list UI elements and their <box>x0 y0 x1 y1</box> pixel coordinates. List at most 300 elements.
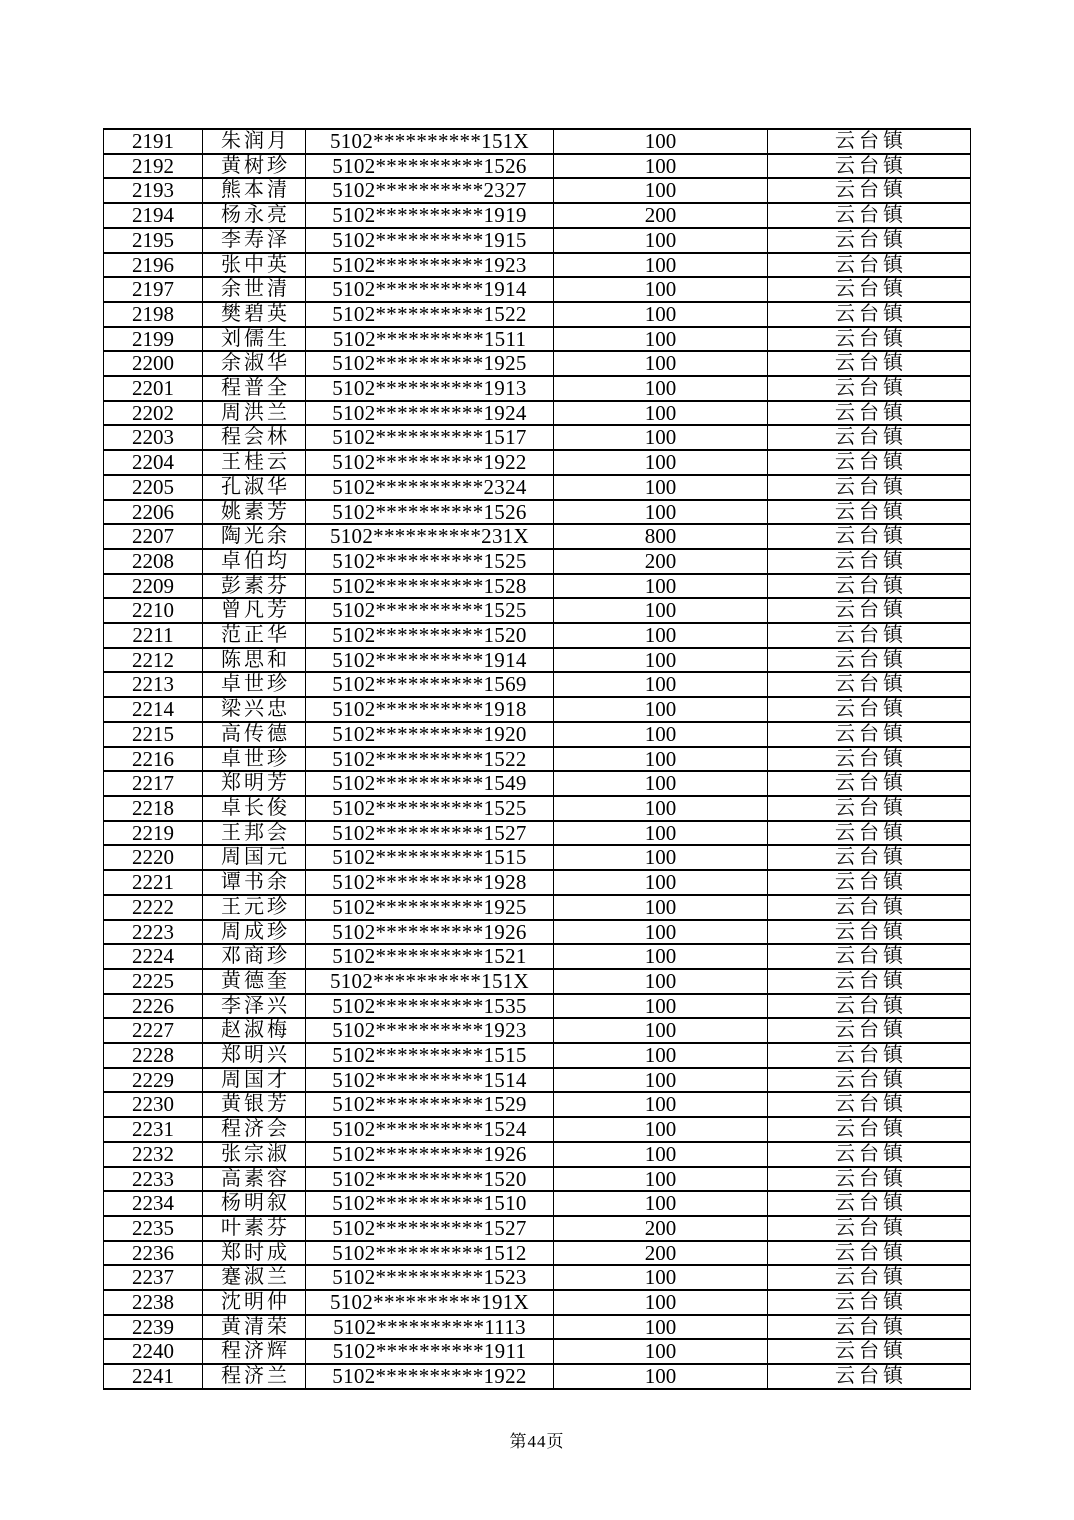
row-number-cell: 2237 <box>104 1265 203 1290</box>
row-number-cell: 2234 <box>104 1191 203 1216</box>
name-cell: 周国才 <box>203 1068 306 1093</box>
table-row <box>104 1142 971 1167</box>
amount-cell: 100 <box>554 500 768 525</box>
amount-cell: 100 <box>554 574 768 599</box>
row-number-cell: 2193 <box>104 178 203 203</box>
town-cell: 云台镇 <box>768 944 971 969</box>
table-row <box>104 1167 971 1192</box>
table-row <box>104 1265 971 1290</box>
amount-cell: 100 <box>554 821 768 846</box>
row-number-cell: 2224 <box>104 944 203 969</box>
id-cell: 5102**********1515 <box>306 845 554 870</box>
row-number-cell: 2198 <box>104 302 203 327</box>
town-cell: 云台镇 <box>768 253 971 278</box>
table-row <box>104 129 971 154</box>
town-cell: 云台镇 <box>768 623 971 648</box>
row-number-cell: 2219 <box>104 821 203 846</box>
row-number-cell: 2205 <box>104 475 203 500</box>
row-number-cell: 2232 <box>104 1142 203 1167</box>
row-number-cell: 2196 <box>104 253 203 278</box>
id-cell: 5102**********2327 <box>306 178 554 203</box>
town-cell: 云台镇 <box>768 672 971 697</box>
table-row <box>104 920 971 945</box>
amount-cell: 100 <box>554 1092 768 1117</box>
id-cell: 5102**********151X <box>306 969 554 994</box>
table-row <box>104 277 971 302</box>
town-cell: 云台镇 <box>768 771 971 796</box>
name-cell: 程会林 <box>203 425 306 450</box>
amount-cell: 100 <box>554 1315 768 1340</box>
table-row <box>104 1290 971 1315</box>
name-cell: 熊本清 <box>203 178 306 203</box>
page-number: 第44页 <box>509 1432 565 1451</box>
row-number-cell: 2197 <box>104 277 203 302</box>
id-cell: 5102**********1514 <box>306 1068 554 1093</box>
table-row <box>104 253 971 278</box>
name-cell: 郑明芳 <box>203 771 306 796</box>
town-cell: 云台镇 <box>768 969 971 994</box>
amount-cell: 100 <box>554 154 768 179</box>
amount-cell: 100 <box>554 327 768 352</box>
town-cell: 云台镇 <box>768 920 971 945</box>
row-number-cell: 2229 <box>104 1068 203 1093</box>
amount-cell: 100 <box>554 1117 768 1142</box>
name-cell: 赵淑梅 <box>203 1018 306 1043</box>
row-number-cell: 2210 <box>104 598 203 623</box>
table-row <box>104 1117 971 1142</box>
amount-cell: 100 <box>554 1339 768 1364</box>
town-cell: 云台镇 <box>768 1117 971 1142</box>
amount-cell: 100 <box>554 1018 768 1043</box>
row-number-cell: 2222 <box>104 895 203 920</box>
town-cell: 云台镇 <box>768 1043 971 1068</box>
table-row <box>104 327 971 352</box>
row-number-cell: 2194 <box>104 203 203 228</box>
id-cell: 5102**********1522 <box>306 747 554 772</box>
table-row <box>104 450 971 475</box>
name-cell: 黄树珍 <box>203 154 306 179</box>
id-cell: 5102**********1510 <box>306 1191 554 1216</box>
town-cell: 云台镇 <box>768 1092 971 1117</box>
amount-cell: 100 <box>554 920 768 945</box>
table-row <box>104 154 971 179</box>
table-row <box>104 401 971 426</box>
town-cell: 云台镇 <box>768 1241 971 1266</box>
name-cell: 范正华 <box>203 623 306 648</box>
amount-cell: 100 <box>554 1142 768 1167</box>
id-cell: 5102**********1914 <box>306 277 554 302</box>
name-cell: 杨明叙 <box>203 1191 306 1216</box>
row-number-cell: 2240 <box>104 1339 203 1364</box>
name-cell: 周洪兰 <box>203 401 306 426</box>
amount-cell: 100 <box>554 1265 768 1290</box>
town-cell: 云台镇 <box>768 722 971 747</box>
id-cell: 5102**********1515 <box>306 1043 554 1068</box>
table-row <box>104 747 971 772</box>
id-cell: 5102**********1922 <box>306 1364 554 1389</box>
town-cell: 云台镇 <box>768 1265 971 1290</box>
table-row <box>104 203 971 228</box>
name-cell: 李泽兴 <box>203 994 306 1019</box>
name-cell: 黄德奎 <box>203 969 306 994</box>
name-cell: 邓商珍 <box>203 944 306 969</box>
id-cell: 5102**********1520 <box>306 1167 554 1192</box>
amount-cell: 100 <box>554 870 768 895</box>
town-cell: 云台镇 <box>768 203 971 228</box>
amount-cell: 100 <box>554 129 768 154</box>
town-cell: 云台镇 <box>768 1068 971 1093</box>
name-cell: 樊碧英 <box>203 302 306 327</box>
name-cell: 陈思和 <box>203 648 306 673</box>
town-cell: 云台镇 <box>768 524 971 549</box>
town-cell: 云台镇 <box>768 228 971 253</box>
id-cell: 5102**********191X <box>306 1290 554 1315</box>
table-row <box>104 598 971 623</box>
row-number-cell: 2208 <box>104 549 203 574</box>
table-row <box>104 1364 971 1389</box>
table-row <box>104 895 971 920</box>
id-cell: 5102**********1528 <box>306 574 554 599</box>
id-cell: 5102**********1527 <box>306 1216 554 1241</box>
id-cell: 5102**********1520 <box>306 623 554 648</box>
amount-cell: 100 <box>554 401 768 426</box>
name-cell: 叶素芬 <box>203 1216 306 1241</box>
amount-cell: 100 <box>554 845 768 870</box>
table-row <box>104 376 971 401</box>
table-row <box>104 1216 971 1241</box>
name-cell: 高素容 <box>203 1167 306 1192</box>
amount-cell: 100 <box>554 1290 768 1315</box>
amount-cell: 100 <box>554 228 768 253</box>
amount-cell: 100 <box>554 796 768 821</box>
row-number-cell: 2223 <box>104 920 203 945</box>
row-number-cell: 2216 <box>104 747 203 772</box>
row-number-cell: 2230 <box>104 1092 203 1117</box>
id-cell: 5102**********1525 <box>306 549 554 574</box>
amount-cell: 100 <box>554 697 768 722</box>
name-cell: 刘儒生 <box>203 327 306 352</box>
id-cell: 5102**********231X <box>306 524 554 549</box>
id-cell: 5102**********1522 <box>306 302 554 327</box>
amount-cell: 100 <box>554 994 768 1019</box>
table-row <box>104 1092 971 1117</box>
amount-cell: 100 <box>554 425 768 450</box>
id-cell: 5102**********1569 <box>306 672 554 697</box>
id-cell: 5102**********2324 <box>306 475 554 500</box>
row-number-cell: 2209 <box>104 574 203 599</box>
row-number-cell: 2241 <box>104 1364 203 1389</box>
table-row <box>104 302 971 327</box>
town-cell: 云台镇 <box>768 1142 971 1167</box>
id-cell: 5102**********1923 <box>306 253 554 278</box>
name-cell: 高传德 <box>203 722 306 747</box>
table-row <box>104 944 971 969</box>
row-number-cell: 2221 <box>104 870 203 895</box>
id-cell: 5102**********1527 <box>306 821 554 846</box>
table-row <box>104 228 971 253</box>
table-row <box>104 1068 971 1093</box>
row-number-cell: 2204 <box>104 450 203 475</box>
row-number-cell: 2217 <box>104 771 203 796</box>
row-number-cell: 2203 <box>104 425 203 450</box>
town-cell: 云台镇 <box>768 351 971 376</box>
id-cell: 5102**********1517 <box>306 425 554 450</box>
name-cell: 程济兰 <box>203 1364 306 1389</box>
amount-cell: 100 <box>554 623 768 648</box>
name-cell: 王元珍 <box>203 895 306 920</box>
name-cell: 张中英 <box>203 253 306 278</box>
town-cell: 云台镇 <box>768 747 971 772</box>
name-cell: 沈明仲 <box>203 1290 306 1315</box>
id-cell: 5102**********1926 <box>306 1142 554 1167</box>
name-cell: 孔淑华 <box>203 475 306 500</box>
amount-cell: 200 <box>554 1216 768 1241</box>
amount-cell: 100 <box>554 598 768 623</box>
name-cell: 张宗淑 <box>203 1142 306 1167</box>
id-cell: 5102**********1525 <box>306 796 554 821</box>
row-number-cell: 2239 <box>104 1315 203 1340</box>
row-number-cell: 2226 <box>104 994 203 1019</box>
row-number-cell: 2202 <box>104 401 203 426</box>
id-cell: 5102**********1529 <box>306 1092 554 1117</box>
table-row <box>104 178 971 203</box>
name-cell: 王邦会 <box>203 821 306 846</box>
id-cell: 5102**********1918 <box>306 697 554 722</box>
town-cell: 云台镇 <box>768 154 971 179</box>
row-number-cell: 2199 <box>104 327 203 352</box>
name-cell: 卓世珍 <box>203 672 306 697</box>
name-cell: 李寿泽 <box>203 228 306 253</box>
amount-cell: 100 <box>554 969 768 994</box>
amount-cell: 100 <box>554 672 768 697</box>
id-cell: 5102**********1914 <box>306 648 554 673</box>
table-row <box>104 623 971 648</box>
name-cell: 郑时成 <box>203 1241 306 1266</box>
amount-cell: 100 <box>554 1191 768 1216</box>
town-cell: 云台镇 <box>768 401 971 426</box>
amount-cell: 100 <box>554 351 768 376</box>
town-cell: 云台镇 <box>768 870 971 895</box>
amount-cell: 100 <box>554 475 768 500</box>
name-cell: 程济辉 <box>203 1339 306 1364</box>
town-cell: 云台镇 <box>768 302 971 327</box>
town-cell: 云台镇 <box>768 598 971 623</box>
amount-cell: 200 <box>554 1241 768 1266</box>
town-cell: 云台镇 <box>768 129 971 154</box>
amount-cell: 100 <box>554 376 768 401</box>
table-row <box>104 697 971 722</box>
name-cell: 姚素芳 <box>203 500 306 525</box>
name-cell: 曾凡芳 <box>203 598 306 623</box>
name-cell: 周国元 <box>203 845 306 870</box>
row-number-cell: 2218 <box>104 796 203 821</box>
row-number-cell: 2211 <box>104 623 203 648</box>
table-row <box>104 969 971 994</box>
id-cell: 5102**********151X <box>306 129 554 154</box>
id-cell: 5102**********1535 <box>306 994 554 1019</box>
town-cell: 云台镇 <box>768 1290 971 1315</box>
table-row <box>104 1315 971 1340</box>
town-cell: 云台镇 <box>768 327 971 352</box>
town-cell: 云台镇 <box>768 574 971 599</box>
id-cell: 5102**********1926 <box>306 920 554 945</box>
amount-cell: 100 <box>554 1364 768 1389</box>
row-number-cell: 2207 <box>104 524 203 549</box>
amount-cell: 200 <box>554 203 768 228</box>
row-number-cell: 2214 <box>104 697 203 722</box>
row-number-cell: 2233 <box>104 1167 203 1192</box>
town-cell: 云台镇 <box>768 1167 971 1192</box>
row-number-cell: 2227 <box>104 1018 203 1043</box>
amount-cell: 100 <box>554 450 768 475</box>
amount-cell: 200 <box>554 549 768 574</box>
table-row <box>104 425 971 450</box>
table-row <box>104 722 971 747</box>
town-cell: 云台镇 <box>768 1364 971 1389</box>
row-number-cell: 2206 <box>104 500 203 525</box>
table-row <box>104 549 971 574</box>
amount-cell: 100 <box>554 1068 768 1093</box>
id-cell: 5102**********1915 <box>306 228 554 253</box>
table-row <box>104 870 971 895</box>
table-row <box>104 821 971 846</box>
row-number-cell: 2225 <box>104 969 203 994</box>
town-cell: 云台镇 <box>768 376 971 401</box>
row-number-cell: 2212 <box>104 648 203 673</box>
amount-cell: 100 <box>554 722 768 747</box>
name-cell: 卓伯均 <box>203 549 306 574</box>
row-number-cell: 2191 <box>104 129 203 154</box>
row-number-cell: 2192 <box>104 154 203 179</box>
name-cell: 卓长俊 <box>203 796 306 821</box>
row-number-cell: 2213 <box>104 672 203 697</box>
amount-cell: 100 <box>554 771 768 796</box>
id-cell: 5102**********1512 <box>306 1241 554 1266</box>
table-row <box>104 1018 971 1043</box>
town-cell: 云台镇 <box>768 697 971 722</box>
name-cell: 陶光余 <box>203 524 306 549</box>
town-cell: 云台镇 <box>768 1315 971 1340</box>
town-cell: 云台镇 <box>768 1018 971 1043</box>
town-cell: 云台镇 <box>768 500 971 525</box>
table-row <box>104 771 971 796</box>
id-cell: 5102**********1526 <box>306 500 554 525</box>
amount-cell: 100 <box>554 895 768 920</box>
amount-cell: 800 <box>554 524 768 549</box>
name-cell: 程普全 <box>203 376 306 401</box>
id-cell: 5102**********1525 <box>306 598 554 623</box>
id-cell: 5102**********1924 <box>306 401 554 426</box>
amount-cell: 100 <box>554 253 768 278</box>
row-number-cell: 2200 <box>104 351 203 376</box>
table-row <box>104 1241 971 1266</box>
town-cell: 云台镇 <box>768 178 971 203</box>
table-row <box>104 1191 971 1216</box>
amount-cell: 100 <box>554 1043 768 1068</box>
table-row <box>104 845 971 870</box>
id-cell: 5102**********1913 <box>306 376 554 401</box>
row-number-cell: 2220 <box>104 845 203 870</box>
name-cell: 余淑华 <box>203 351 306 376</box>
id-cell: 5102**********1925 <box>306 895 554 920</box>
amount-cell: 100 <box>554 1167 768 1192</box>
table-row <box>104 648 971 673</box>
id-cell: 5102**********1526 <box>306 154 554 179</box>
amount-cell: 100 <box>554 302 768 327</box>
town-cell: 云台镇 <box>768 821 971 846</box>
row-number-cell: 2235 <box>104 1216 203 1241</box>
id-cell: 5102**********1113 <box>306 1315 554 1340</box>
roster-body <box>104 129 971 1389</box>
amount-cell: 100 <box>554 277 768 302</box>
name-cell: 谭书余 <box>203 870 306 895</box>
table-row <box>104 672 971 697</box>
id-cell: 5102**********1923 <box>306 1018 554 1043</box>
row-number-cell: 2201 <box>104 376 203 401</box>
name-cell: 王桂云 <box>203 450 306 475</box>
row-number-cell: 2236 <box>104 1241 203 1266</box>
table-row <box>104 574 971 599</box>
row-number-cell: 2195 <box>104 228 203 253</box>
table-row <box>104 1339 971 1364</box>
id-cell: 5102**********1523 <box>306 1265 554 1290</box>
town-cell: 云台镇 <box>768 796 971 821</box>
town-cell: 云台镇 <box>768 994 971 1019</box>
table-row <box>104 351 971 376</box>
table-row <box>104 500 971 525</box>
town-cell: 云台镇 <box>768 845 971 870</box>
id-cell: 5102**********1922 <box>306 450 554 475</box>
town-cell: 云台镇 <box>768 277 971 302</box>
name-cell: 蹇淑兰 <box>203 1265 306 1290</box>
town-cell: 云台镇 <box>768 475 971 500</box>
id-cell: 5102**********1925 <box>306 351 554 376</box>
town-cell: 云台镇 <box>768 1339 971 1364</box>
id-cell: 5102**********1920 <box>306 722 554 747</box>
town-cell: 云台镇 <box>768 895 971 920</box>
town-cell: 云台镇 <box>768 648 971 673</box>
name-cell: 黄清荣 <box>203 1315 306 1340</box>
town-cell: 云台镇 <box>768 450 971 475</box>
town-cell: 云台镇 <box>768 1216 971 1241</box>
town-cell: 云台镇 <box>768 1191 971 1216</box>
amount-cell: 100 <box>554 178 768 203</box>
town-cell: 云台镇 <box>768 549 971 574</box>
name-cell: 余世清 <box>203 277 306 302</box>
town-cell: 云台镇 <box>768 425 971 450</box>
id-cell: 5102**********1524 <box>306 1117 554 1142</box>
id-cell: 5102**********1919 <box>306 203 554 228</box>
id-cell: 5102**********1511 <box>306 327 554 352</box>
id-cell: 5102**********1928 <box>306 870 554 895</box>
name-cell: 周成珍 <box>203 920 306 945</box>
name-cell: 黄银芳 <box>203 1092 306 1117</box>
name-cell: 彭素芬 <box>203 574 306 599</box>
table-row <box>104 524 971 549</box>
amount-cell: 100 <box>554 648 768 673</box>
name-cell: 杨永亮 <box>203 203 306 228</box>
row-number-cell: 2228 <box>104 1043 203 1068</box>
name-cell: 卓世珍 <box>203 747 306 772</box>
amount-cell: 100 <box>554 747 768 772</box>
id-cell: 5102**********1549 <box>306 771 554 796</box>
table-row <box>104 994 971 1019</box>
row-number-cell: 2238 <box>104 1290 203 1315</box>
row-number-cell: 2231 <box>104 1117 203 1142</box>
amount-cell: 100 <box>554 944 768 969</box>
row-number-cell: 2215 <box>104 722 203 747</box>
name-cell: 梁兴忠 <box>203 697 306 722</box>
